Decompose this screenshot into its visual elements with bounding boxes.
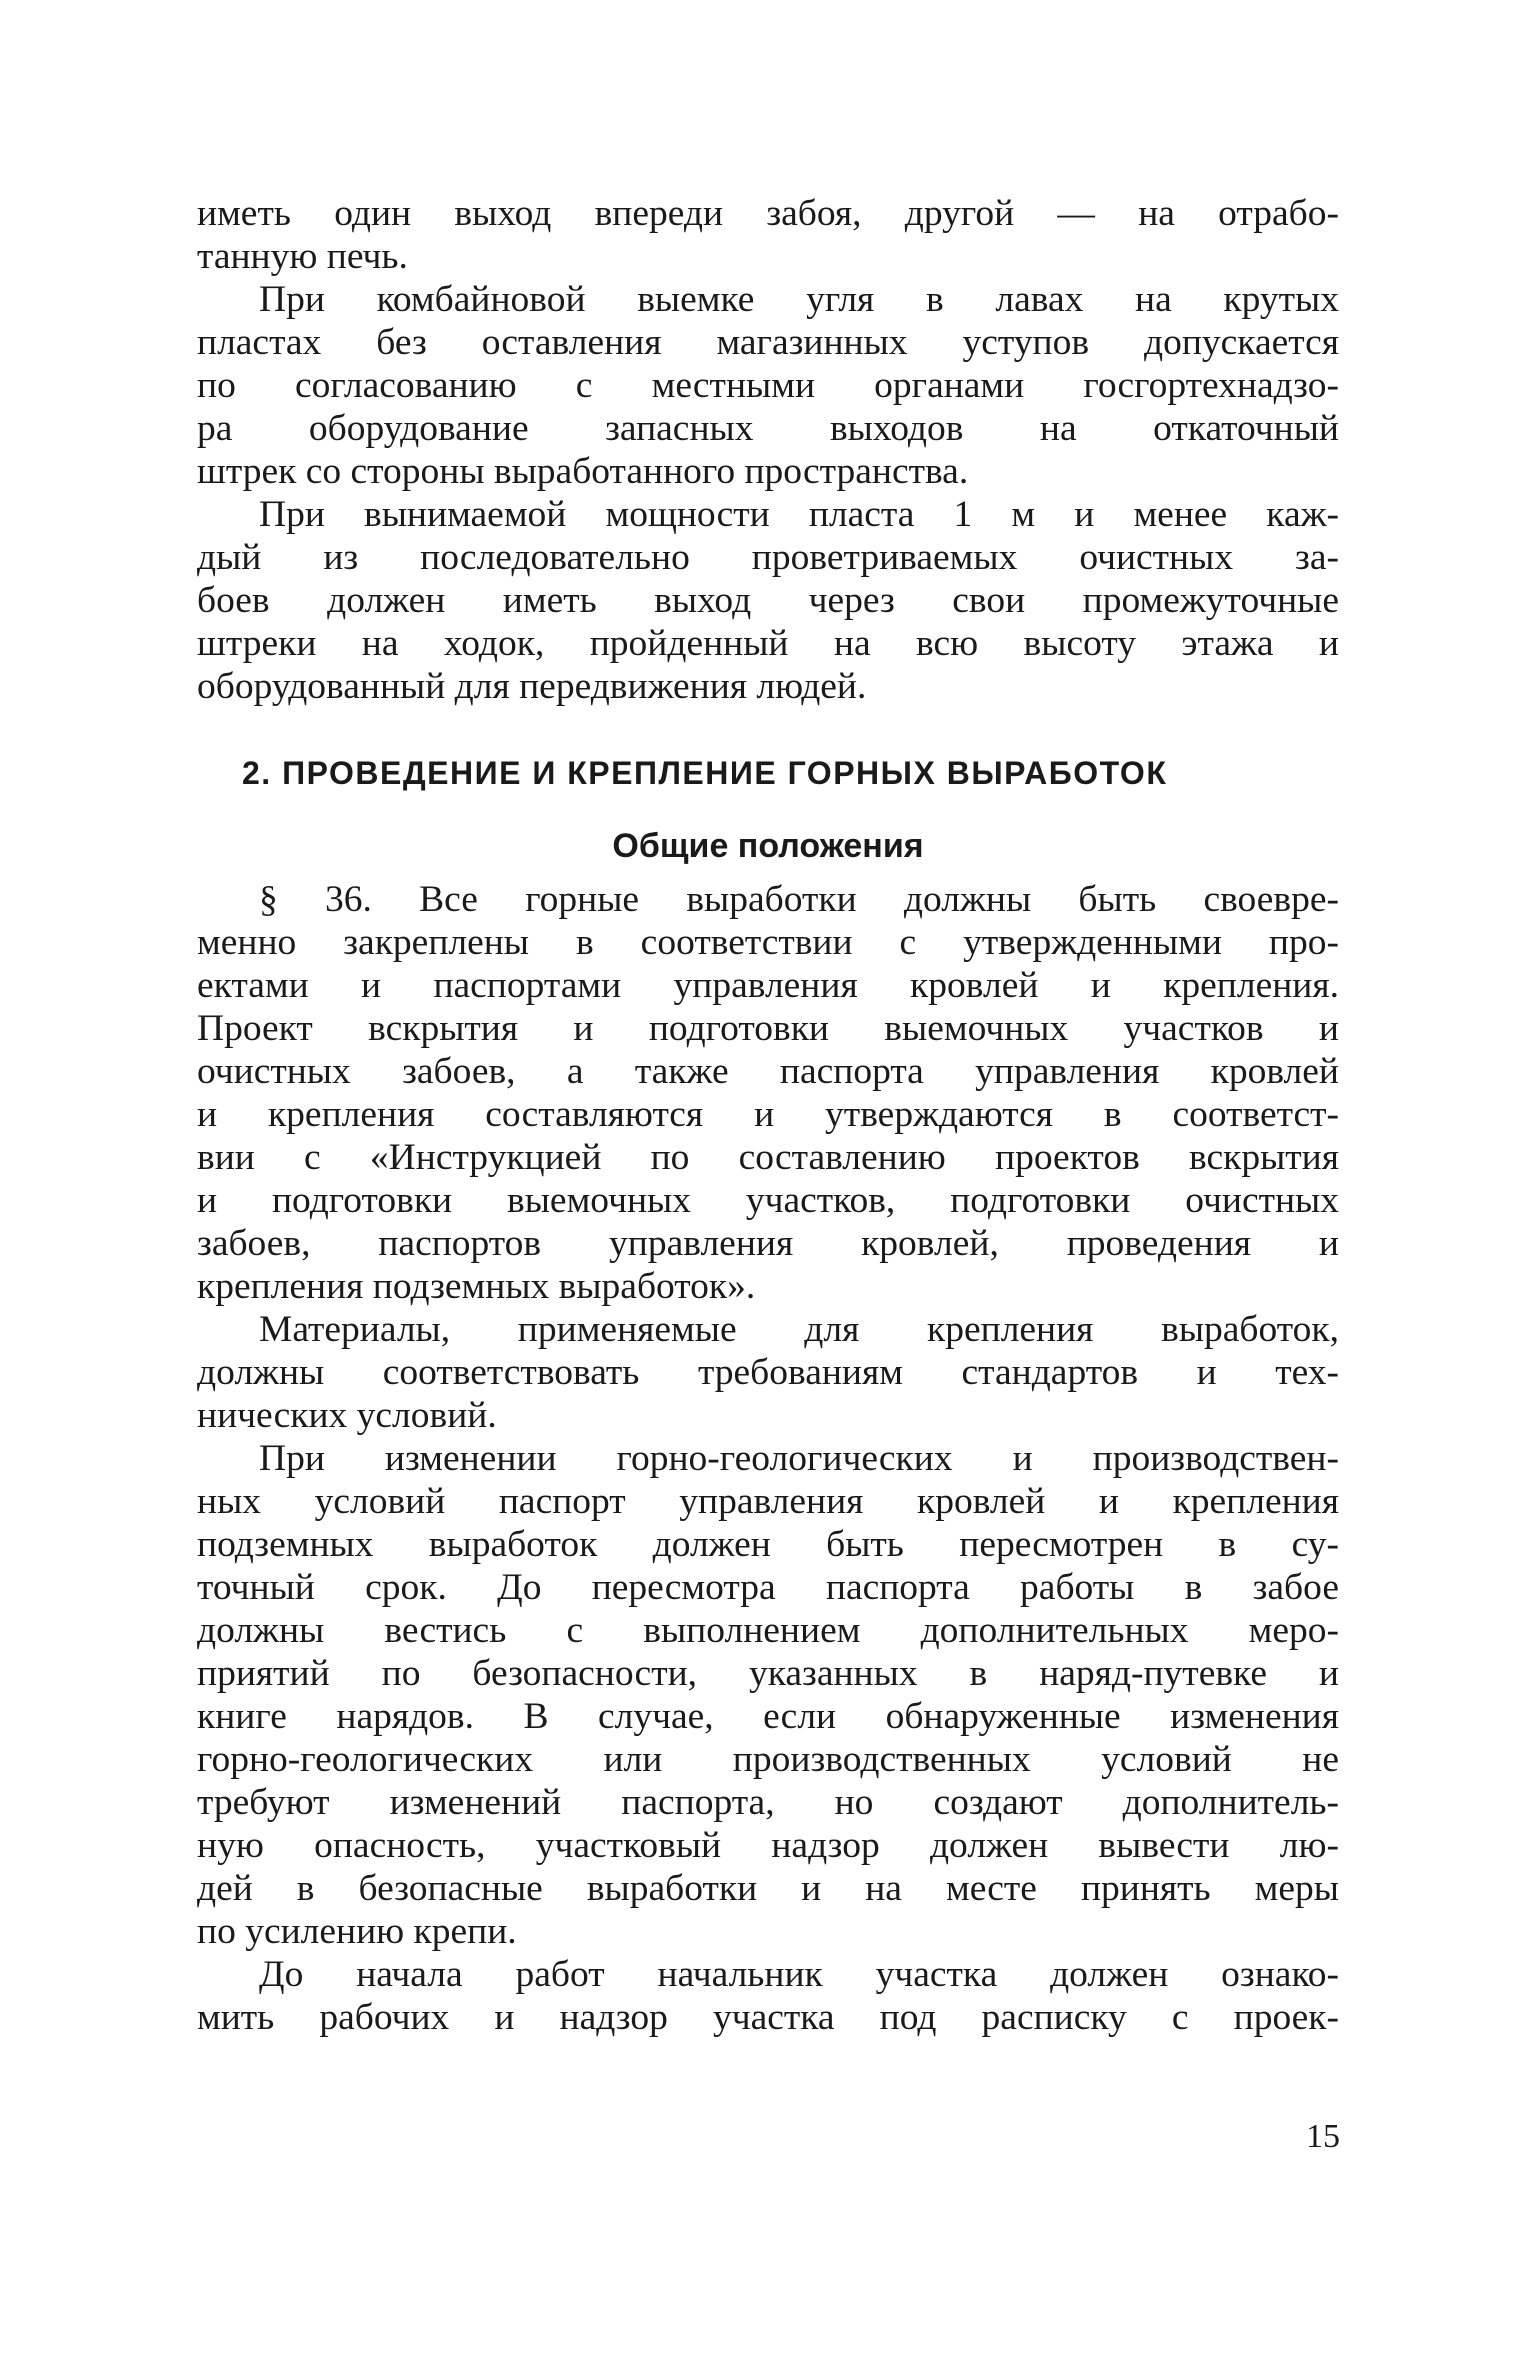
- text-line: мить рабочих и надзор участка под расписку с проек-: [197, 1997, 1339, 2038]
- text-line: § 36. Все горные выработки должны быть своевре-: [259, 879, 1339, 920]
- text-line: приятий по безопасности, указанных в наряд-путевке и: [197, 1653, 1339, 1694]
- text-line: танную печь.: [197, 236, 408, 277]
- text-line: Проект вскрытия и подготовки выемочных участков и: [197, 1008, 1339, 1049]
- text-line: ектами и паспортами управления кровлей и крепления.: [197, 965, 1339, 1006]
- text-line: Материалы, применяемые для крепления выработок,: [259, 1309, 1339, 1350]
- text-line: нических условий.: [197, 1395, 497, 1436]
- text-line: вии с «Инструкцией по составлению проектов вскрытия: [197, 1137, 1339, 1178]
- text-line: боев должен иметь выход через свои промежуточные: [197, 580, 1339, 621]
- text-line: очистных забоев, а также паспорта управления кровлей: [197, 1051, 1339, 1092]
- text-line: дей в безопасные выработки и на месте принять меры: [197, 1868, 1339, 1909]
- paragraph-4: [197, 878, 1339, 1308]
- text-line: менно закреплены в соответствии с утвержденными про-: [197, 922, 1339, 963]
- text-line: должны вестись с выполнением дополнительных меро-: [197, 1610, 1339, 1651]
- text-line: крепления подземных выработок».: [197, 1266, 756, 1307]
- text-line: и крепления составляются и утверждаются в соответст-: [197, 1094, 1339, 1135]
- text-line: При изменении горно-геологических и производствен-: [259, 1438, 1339, 1479]
- text-line: При комбайновой выемке угля в лавах на крутых: [259, 279, 1339, 320]
- text-line: оборудованный для передвижения людей.: [197, 666, 867, 707]
- text-line: книге нарядов. В случае, если обнаруженные изменения: [197, 1696, 1339, 1737]
- text-line: штрек со стороны выработанного пространства.: [197, 451, 969, 492]
- text-line: иметь один выход впереди забоя, другой — на отрабо-: [197, 193, 1339, 234]
- text-line: дый из последовательно проветриваемых очистных за-: [197, 537, 1339, 578]
- page-number: 15: [1306, 2118, 1340, 2155]
- body-text: [197, 192, 1339, 2039]
- text-line: забоев, паспортов управления кровлей, проведения и: [197, 1223, 1339, 1264]
- paragraph-3: [197, 493, 1339, 708]
- text-line: При вынимаемой мощности пласта 1 м и менее каж-: [259, 494, 1339, 535]
- text-line: ра оборудование запасных выходов на откаточный: [197, 408, 1339, 449]
- text-line: должны соответствовать требованиям стандартов и тех-: [197, 1352, 1339, 1393]
- text-line: ную опасность, участковый надзор должен вывести лю-: [197, 1825, 1339, 1866]
- text-line: и подготовки выемочных участков, подготовки очистных: [197, 1180, 1339, 1221]
- text-line: горно-геологических или производственных условий не: [197, 1739, 1339, 1780]
- text-line: пластах без оставления магазинных уступов допускается: [197, 322, 1339, 363]
- text-line: точный срок. До пересмотра паспорта работы в забое: [197, 1567, 1339, 1608]
- text-line: подземных выработок должен быть пересмотрен в су-: [197, 1524, 1339, 1565]
- text-line: по усилению крепи.: [197, 1911, 517, 1952]
- text-line: штреки на ходок, пройденный на всю высоту этажа и: [197, 623, 1339, 664]
- paragraph-2: [197, 278, 1339, 493]
- section-heading: Общие положения: [612, 827, 924, 865]
- paragraph-5: [197, 1308, 1339, 1437]
- paragraph-7: [197, 1953, 1339, 2039]
- chapter-heading: 2. ПРОВЕДЕНИЕ И КРЕПЛЕНИЕ ГОРНЫХ ВЫРАБОТОК: [242, 755, 1168, 791]
- paragraph-1: [197, 192, 1339, 278]
- text-line: требуют изменений паспорта, но создают дополнитель-: [197, 1782, 1339, 1823]
- text-line: ных условий паспорт управления кровлей и крепления: [197, 1481, 1339, 1522]
- text-line: по согласованию с местными органами госгортехнадзо-: [197, 365, 1339, 406]
- paragraph-6: [197, 1437, 1339, 1953]
- text-line: До начала работ начальник участка должен ознако-: [259, 1954, 1339, 1995]
